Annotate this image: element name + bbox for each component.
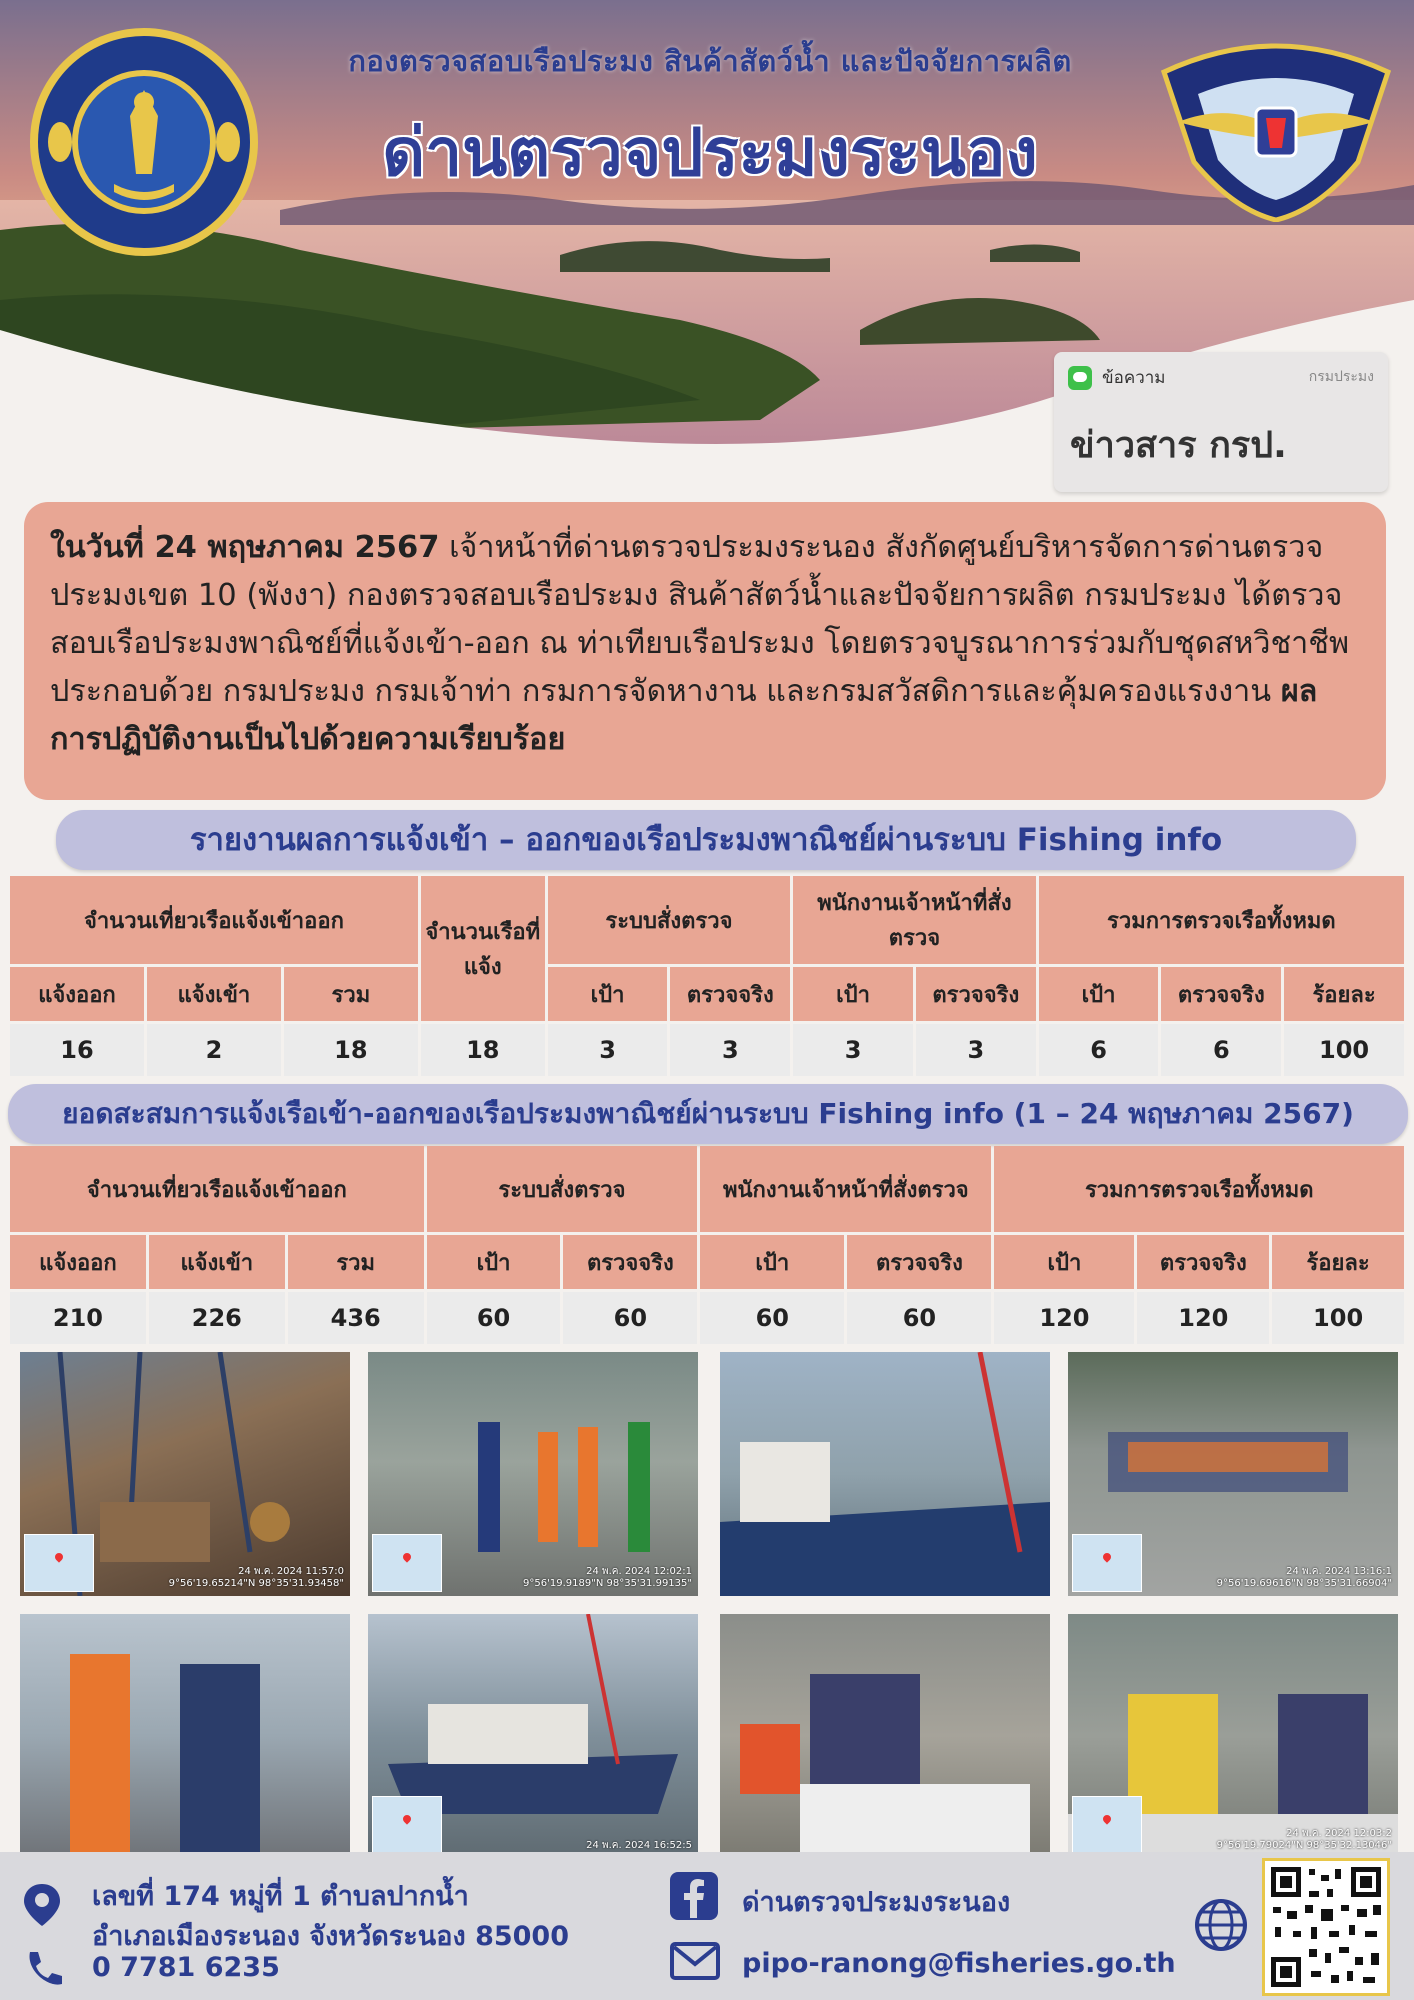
address-line-1: เลขที่ 174 หมู่ที่ 1 ตำบลปากน้ำ <box>92 1881 469 1912</box>
sub-percent: ร้อยละ <box>1284 967 1404 1021</box>
sub-actual: ตรวจจริง <box>847 1235 991 1289</box>
photo-officer-inspection <box>720 1614 1050 1858</box>
qr-code[interactable] <box>1262 1858 1390 1996</box>
value-cell: 120 <box>1137 1292 1269 1344</box>
value-cell: 436 <box>288 1292 424 1344</box>
value-cell: 3 <box>916 1024 1036 1076</box>
value-cell: 18 <box>284 1024 418 1076</box>
photo-boat-deck <box>20 1352 350 1596</box>
photo-document-check <box>20 1614 350 1858</box>
photo-fishing-vessel <box>720 1352 1050 1596</box>
department-of-fisheries-seal <box>26 24 262 260</box>
header-trips: จำนวนเที่ยวเรือแจ้งเข้าออก <box>10 1146 424 1232</box>
value-cell: 60 <box>700 1292 844 1344</box>
header-boats: จำนวนเรือที่แจ้ง <box>421 876 545 1021</box>
value-cell: 3 <box>793 1024 913 1076</box>
cumulative-report-table <box>7 1143 1407 1347</box>
photo-stamp: 24 พ.ค. 2024 13:16:1 9°56'19.69616"N 98°35'31.66904" <box>1216 1566 1392 1589</box>
header-system: ระบบสั่งตรวจ <box>548 876 791 964</box>
cumulative-report-banner: ยอดสะสมการแจ้งเรือเข้า-ออกของเรือประมงพาณิชย์ผ่านระบบ Fishing info (1 – 24 พฤษภาคม 2567) <box>8 1084 1408 1144</box>
photo-stamp: 24 พ.ค. 2024 11:57:0 9°56'19.65214"N 98°35'31.93458" <box>168 1566 344 1589</box>
sub-actual: ตรวจจริง <box>1161 967 1281 1021</box>
division-subtitle: กองตรวจสอบเรือประมง สินค้าสัตว์น้ำ และปัจจัยการผลิต <box>348 44 1072 78</box>
phone-number: 0 7781 6235 <box>92 1952 280 1983</box>
value-cell: 60 <box>427 1292 561 1344</box>
globe-icon <box>1194 1898 1248 1952</box>
photo-stamp: 24 พ.ค. 2024 16:52:5 <box>586 1840 692 1851</box>
value-cell: 3 <box>670 1024 790 1076</box>
map-thumbnail <box>1072 1796 1142 1854</box>
sub-in: แจ้งเข้า <box>149 1235 285 1289</box>
photo-grid <box>20 1352 1396 1851</box>
message-sender: กรมประมง <box>1308 369 1374 385</box>
sub-target: เป้า <box>793 967 913 1021</box>
message-text: ข่าวสาร กรป. <box>1070 425 1287 466</box>
sub-target: เป้า <box>427 1235 561 1289</box>
sub-in: แจ้งเข้า <box>147 967 281 1021</box>
value-cell: 210 <box>10 1292 146 1344</box>
address-line-2: อำเภอเมืองระนอง จังหวัดระนอง 85000 <box>92 1921 569 1952</box>
sub-out: แจ้งออก <box>10 1235 146 1289</box>
value-cell: 100 <box>1272 1292 1404 1344</box>
intro-date: ในวันที่ 24 พฤษภาคม 2567 <box>50 530 440 565</box>
header-trips: จำนวนเที่ยวเรือแจ้งเข้าออก <box>10 876 418 964</box>
photo-officers-crew <box>368 1352 698 1596</box>
daily-report-banner: รายงานผลการแจ้งเข้า – ออกของเรือประมงพาณิชย์ผ่านระบบ Fishing info <box>56 810 1356 870</box>
message-notification-card <box>1054 352 1388 492</box>
value-cell: 60 <box>563 1292 697 1344</box>
photo-stamp: 24 พ.ค. 2024 12:02:1 9°56'19.9189"N 98°35'31.99135" <box>523 1566 692 1589</box>
location-pin-icon <box>22 1882 62 1928</box>
message-app-icon <box>1068 366 1092 390</box>
sub-target: เป้า <box>548 967 668 1021</box>
phone-icon <box>22 1948 62 1990</box>
map-thumbnail <box>24 1534 94 1592</box>
facebook-icon[interactable] <box>670 1872 718 1920</box>
value-cell: 16 <box>10 1024 144 1076</box>
header-system: ระบบสั่งตรวจ <box>427 1146 698 1232</box>
qr-code-pattern <box>1265 1861 1387 1993</box>
intro-result: ผลการปฏิบัติงานเป็นไปด้วยความเรียบร้อย <box>50 674 1318 757</box>
value-cell: 6 <box>1039 1024 1159 1076</box>
sub-sum: รวม <box>288 1235 424 1289</box>
photo-table-inspection <box>1068 1614 1398 1858</box>
sub-actual: ตรวจจริง <box>1137 1235 1269 1289</box>
sub-target: เป้า <box>700 1235 844 1289</box>
facebook-page-link[interactable]: ด่านตรวจประมงระนอง <box>742 1887 1011 1918</box>
footer <box>0 1852 1414 2000</box>
intro-paragraph <box>24 502 1386 800</box>
sub-sum: รวม <box>284 967 418 1021</box>
photo-vessel-at-sea <box>368 1614 698 1858</box>
photo-stamp: 24 พ.ค. 2024 12:03:2 9°56'19.79024"N 98°35'32.13046" <box>1216 1828 1392 1851</box>
photo-group-pier <box>1068 1352 1398 1596</box>
sub-actual: ตรวจจริง <box>670 967 790 1021</box>
header-total: รวมการตรวจเรือทั้งหมด <box>994 1146 1404 1232</box>
message-app <box>1068 364 1166 391</box>
email-link[interactable]: pipo-ranong@fisheries.go.th <box>742 1948 1176 1979</box>
page-title: ด่านตรวจประมงระนอง <box>382 114 1038 191</box>
sub-target: เป้า <box>1039 967 1159 1021</box>
fishery-inspection-badge <box>1158 32 1394 222</box>
sub-target: เป้า <box>994 1235 1134 1289</box>
value-cell: 100 <box>1284 1024 1404 1076</box>
header-officer: พนักงานเจ้าหน้าที่สั่งตรวจ <box>793 876 1036 964</box>
sub-actual: ตรวจจริง <box>916 967 1036 1021</box>
value-cell: 60 <box>847 1292 991 1344</box>
email-icon[interactable] <box>670 1942 720 1980</box>
header-total: รวมการตรวจเรือทั้งหมด <box>1039 876 1404 964</box>
map-thumbnail <box>372 1534 442 1592</box>
intro-body: เจ้าหน้าที่ด่านตรวจประมงระนอง สังกัดศูนย์บริหารจัดการด่านตรวจประมงเขต 10 (พังงา) กองตรวจสอบเรือประมง สินค้าสัตว์น้ำและปัจจัยการผลิต กรมประมง ได้ตรวจสอบเรือประมงพาณิชย์ที่แจ้งเข้า-ออก ณ ท่าเทียบเรือประมง โดยตรวจบูรณาการร่วมกับชุดสหวิชาชีพ ประกอบด้วย กรมประมง กรมเจ้าท่า กรมการจัดหางาน และกรมสวัสดิการและคุ้มครองแรงงาน <box>50 530 1350 709</box>
value-cell: 18 <box>421 1024 545 1076</box>
message-app-label: ข้อความ <box>1102 368 1166 388</box>
daily-report-table <box>7 873 1407 1079</box>
value-cell: 3 <box>548 1024 668 1076</box>
header-officer: พนักงานเจ้าหน้าที่สั่งตรวจ <box>700 1146 991 1232</box>
value-cell: 6 <box>1161 1024 1281 1076</box>
sub-percent: ร้อยละ <box>1272 1235 1404 1289</box>
value-cell: 2 <box>147 1024 281 1076</box>
map-thumbnail <box>1072 1534 1142 1592</box>
value-cell: 120 <box>994 1292 1134 1344</box>
sub-out: แจ้งออก <box>10 967 144 1021</box>
sub-actual: ตรวจจริง <box>563 1235 697 1289</box>
value-cell: 226 <box>149 1292 285 1344</box>
map-thumbnail <box>372 1796 442 1854</box>
